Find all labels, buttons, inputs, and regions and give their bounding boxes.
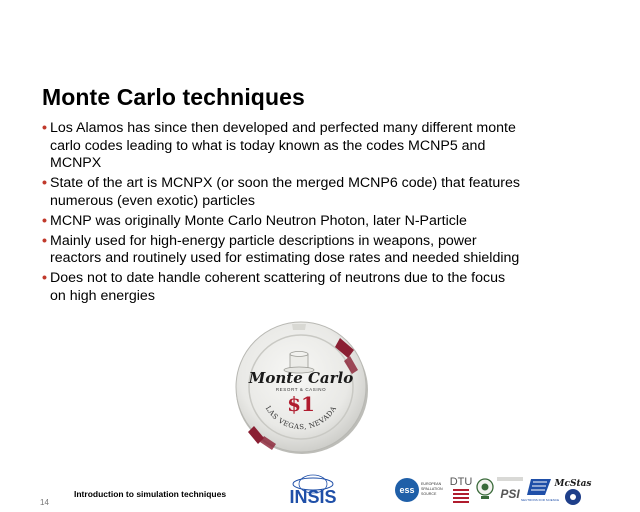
bullet-dot: •	[42, 175, 47, 191]
bullet-line: on high energies	[50, 287, 155, 304]
mcstas-dot	[570, 494, 576, 500]
dtu-bar	[453, 501, 469, 503]
ess-mark: ess	[399, 485, 415, 495]
neutrons-for-science-logo	[520, 477, 560, 506]
bullet-line: numerous (even exotic) particles	[50, 192, 256, 209]
bullet-dot: •	[42, 232, 47, 249]
bullet-line: Los Alamos has since then developed and perfected many different monte	[50, 120, 516, 136]
bullet-dot: •	[42, 120, 47, 136]
bullet-dot: •	[42, 212, 47, 229]
chip-edge-insert	[292, 324, 306, 330]
chip-sub: RESORT & CASINO	[275, 387, 327, 392]
dtu-bar	[453, 497, 469, 499]
ess-text-line: EUROPEAN	[421, 482, 442, 486]
university-seal-logo	[475, 477, 495, 501]
bullet-item	[42, 213, 602, 231]
ess-text-line: SPALLATION	[421, 487, 443, 491]
ess-logo	[394, 475, 442, 505]
casino-chip-image	[232, 318, 372, 458]
psi-banner	[497, 477, 523, 481]
bullet-dot: •	[42, 270, 47, 286]
insis-wordmark: INSIS	[289, 487, 337, 507]
seal-center	[482, 484, 489, 491]
slide-title: Monte Carlo techniques	[42, 84, 305, 110]
chip-value: $1	[287, 392, 315, 416]
bullet-line: MCNP was originally Monte Carlo Neutron Photon, later N-Particle	[50, 212, 467, 229]
mcstas-wordmark: McStas	[554, 479, 592, 489]
dtu-wordmark: DTU	[449, 476, 473, 488]
bullet-item	[42, 120, 602, 173]
bullet-line: MCNPX	[50, 155, 102, 171]
seal-base	[481, 496, 489, 499]
bullet-line: State of the art is MCNPX (or soon the merged MCNP6 code) that features	[50, 175, 520, 191]
bullet-line: reactors and routinely used for estimating dose rates and needed shielding	[50, 250, 520, 266]
mcstas-logo	[553, 477, 593, 507]
nfs-shape	[527, 479, 551, 495]
insis-logo	[283, 472, 343, 506]
ess-text-line: SOURCE	[421, 492, 437, 496]
page-number: 14	[40, 498, 49, 507]
bullet-line: Does not to date handle coherent scattering of neutrons due to the focus	[50, 270, 506, 286]
nfs-text: NEUTRONS FOR SCIENCE	[520, 498, 560, 502]
dtu-logo	[449, 474, 473, 506]
chip-brand: Monte Carlo	[248, 369, 354, 387]
chip-location: LAS VEGAS, NEVADA	[263, 404, 339, 432]
dtu-bar	[453, 489, 469, 491]
bullet-line: Mainly used for high-energy particle descriptions in weapons, power	[50, 232, 477, 249]
bullet-item	[42, 233, 602, 268]
bullet-line: carlo codes leading to what is today known as the codes MCNP5 and	[50, 137, 486, 154]
bullet-item	[42, 270, 602, 305]
psi-wordmark: PSI	[500, 487, 520, 501]
bullet-item	[42, 175, 602, 210]
footer-course-title: Introduction to simulation techniques	[74, 489, 227, 499]
dtu-bar	[453, 493, 469, 495]
bullet-list	[42, 120, 602, 308]
psi-logo	[496, 476, 524, 504]
